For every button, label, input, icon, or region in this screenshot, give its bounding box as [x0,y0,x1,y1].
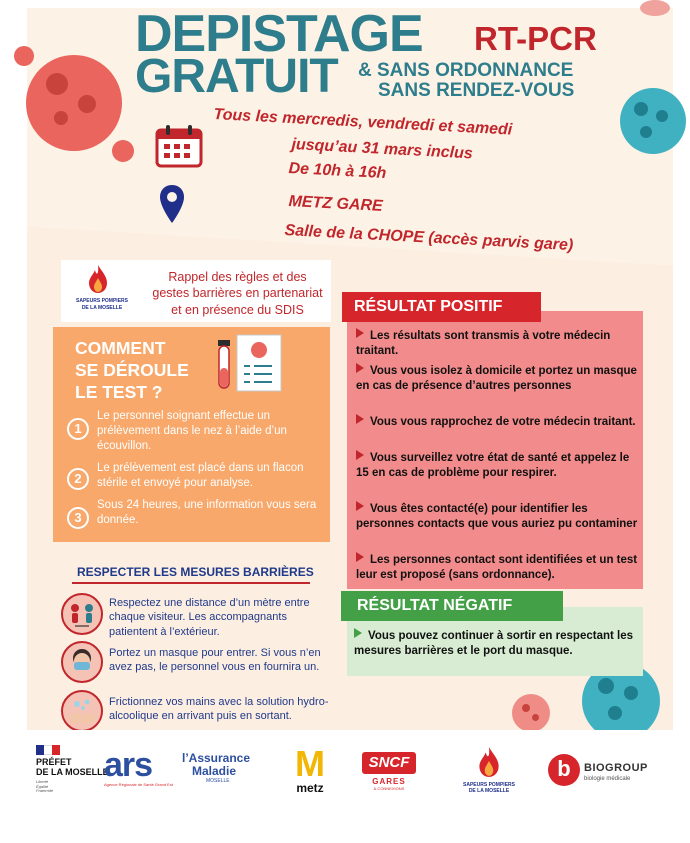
prefet-line2: DE LA MOSELLE [36,766,109,777]
hand-wash-icon [61,690,103,732]
assurance-line2: Maladie [192,763,237,778]
ars-subtitle: Agence Régionale de Santé Grand Est [104,782,173,787]
step-number: 2 [67,468,89,490]
sdis-text: Rappel des règles et des gestes barrières en partenariat et en présence du SDIS [152,270,323,317]
test-title [75,338,189,404]
positive-item [356,328,641,359]
title-rtpcr: RT-PCR [474,20,597,57]
biogroup-sub: biologie médicale [584,776,631,782]
info-days: Tous les mercredis, vendredi et samedi [213,106,513,139]
test-tube-icon [216,340,232,392]
title-sans-ordonnance: & SANS ORDONNANCE [358,60,574,81]
barriers-title: RESPECTER LES MESURES BARRIÈRES [77,565,314,579]
assurance-line1: l’Assurance [182,751,251,765]
title-sans-rdv: SANS RENDEZ-VOUS [378,80,575,101]
sncf-sub2: & CONNEXIONS [373,786,405,791]
step-text: Sous 24 heures, une information vous sera donnée. [97,499,317,526]
negative-label: RÉSULTAT NÉGATIF [341,591,563,621]
info-place: METZ GARE [288,193,384,215]
positive-item-text: Vous vous rapprochez de votre médecin traitant. [370,416,636,428]
ars-logo [104,748,176,788]
virus-red-large-icon [26,55,122,151]
positive-item-text: Vous vous isolez à domicile et portez un masque en cas de présence d’autres personnes [356,365,637,392]
test-title-line: LE TEST ? [75,381,163,402]
sdis-flame-icon [87,264,109,294]
barriers-divider [72,582,310,584]
test-report-icon [236,334,282,392]
positive-item-text: Les personnes contact sont identifiées et un test leur est proposé (sans ordonnance). [356,554,638,581]
biogroup-b-icon: b [548,754,580,786]
assurance-sub: MOSELLE [206,778,230,785]
positive-item-text: Les résultats sont transmis à votre médecin traitant. [356,330,611,357]
pompiers-logo [458,746,520,794]
metz-logo [290,743,330,795]
barrier-text: Frictionnez vos mains avec la solution hydro-alcoolique en arrivant puis en sortant. [109,696,329,723]
sdis-logo-line2: DE LA MOSELLE [81,305,123,311]
location-pin-icon [158,183,186,227]
virus-red-corner-icon [640,0,670,16]
sncf-sub1: GARES [372,777,406,786]
virus-teal-top-icon [620,88,686,154]
pompiers-flame-icon [477,746,501,778]
info-room: Salle de la CHOPE (accès parvis gare) [284,222,574,255]
info-until: jusqu’au 31 mars inclus [291,136,474,163]
barrier-text: Respectez une distance d’un mètre entre chaque visiteur. Les accompagnants patientent à l’extérieur. [109,597,310,638]
biogroup-wordmark: BIOGROUP [584,762,648,774]
positive-item [356,414,641,430]
mask-icon [61,641,103,683]
info-hours: De 10h à 16h [288,160,387,183]
positive-label: RÉSULTAT POSITIF [342,292,541,322]
metz-wordmark: metz [296,781,324,795]
step-number: 3 [67,507,89,529]
title-depistage: DEPISTAGE [135,5,423,63]
positive-item [356,501,641,532]
step-number: 1 [67,418,89,440]
positive-item-text: Vous êtes contacté(e) pour identifier les personnes contacts que vous auriez pu contaminer [356,503,638,530]
test-title-line: SE DÉROULE [75,359,189,380]
ars-wordmark: ars [104,746,153,784]
positive-item [356,450,641,481]
metz-m-icon: M [295,743,325,784]
virus-spike-icon [14,46,34,66]
sncf-logo [362,752,422,791]
positive-item [356,552,641,583]
pompiers-line1: SAPEURS POMPIERS [463,782,515,788]
positive-item [356,363,641,394]
sncf-wordmark: SNCF [362,752,416,774]
title-gratuit: GRATUIT [135,50,338,103]
pompiers-line2: DE LA MOSELLE [468,788,510,794]
negative-item [354,628,639,659]
prefet-motto: Liberté Égalité Fraternité [36,778,54,794]
test-title-line: COMMENT [75,338,166,358]
virus-spike-icon [112,140,134,162]
positive-item-text: Vous surveillez votre état de santé et appelez le 15 en cas de problème pour respirer. [356,452,630,479]
assurance-maladie-logo [182,752,262,784]
sdis-logo-line1: SAPEURS POMPIERS [76,298,128,304]
calendar-icon [155,124,203,168]
step-text: Le personnel soignant effectue un prélèvement dans le nez à l’aide d’un écouvillon. [97,410,287,452]
prefet-line1: PRÉFET [36,757,72,767]
french-flag-icon [36,745,60,755]
negative-item-text: Vous pouvez continuer à sortir en respectant les mesures barrières et le port du masque. [354,630,633,657]
step-text: Le prélèvement est placé dans un flacon stérile et envoyé pour analyse. [97,462,304,489]
biogroup-logo [548,754,658,790]
virus-pink-bottom-icon [512,694,550,732]
distance-icon [61,593,103,635]
barrier-text: Portez un masque pour entrer. Si vous n’en avez pas, le personnel vous en fournira un. [109,647,321,674]
